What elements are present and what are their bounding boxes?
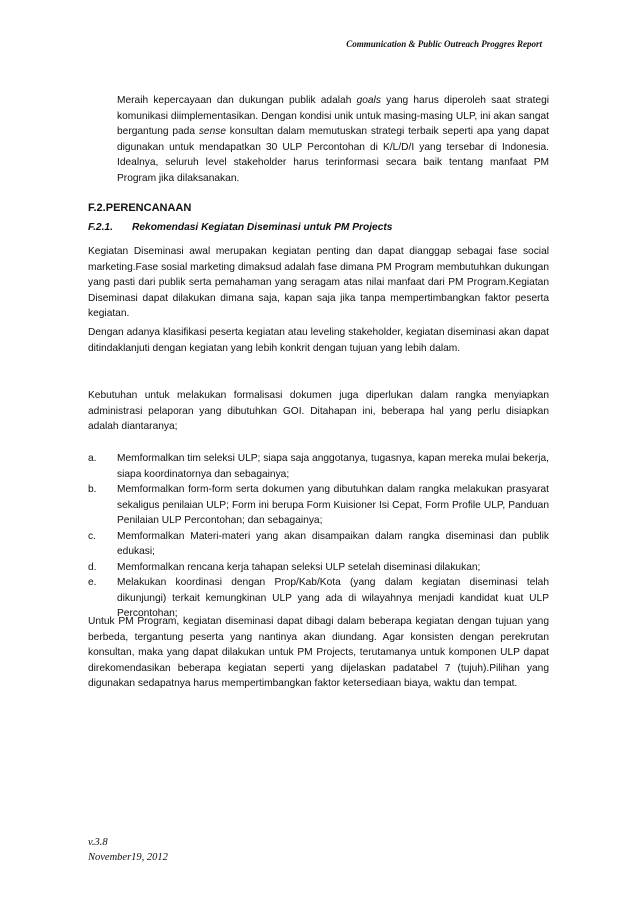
list-item-text: Melakukan koordinasi dengan Prop/Kab/Kota (yang dalam kegiatan diseminasi telah dikunjungi) terkait kemungkinan ULP yang ada di wilayahnya menjadi kandidat kuat ULP Percontohan;	[117, 577, 549, 619]
list-item-letter: e.	[88, 577, 97, 588]
paragraph-3: Kebutuhan untuk melakukan formalisasi dokumen juga diperlukan dalam rangka menyiapkan administrasi pelaporan yang dibutuhkan GOI. Ditahapan ini, beberapa hal yang perlu disiapkan adalah diantaranya;	[88, 390, 549, 432]
list-item-text: Memformalkan rencana kerja tahapan seleksi ULP setelah diseminasi dilakukan;	[117, 561, 481, 573]
requirements-list	[88, 451, 549, 622]
paragraph-2: Dengan adanya klasifikasi peserta kegiatan atau leveling stakeholder, kegiatan diseminasi akan dapat ditindaklanjuti dengan kegiatan yang lebih konkrit dengan tujuan yang lebih dalam.	[88, 327, 549, 354]
list-item	[88, 560, 549, 576]
list-item-text: Memformalkan Materi-materi yang akan disampaikan dalam rangka diseminasi dan publik edukasi;	[117, 530, 549, 557]
list-item	[88, 482, 549, 529]
subsection-number: F.2.1.	[88, 222, 113, 233]
intro-goals-term: goals	[356, 95, 381, 106]
list-item-letter: d.	[88, 561, 97, 573]
list-item-letter: c.	[88, 530, 96, 542]
footer-date: November19, 2012	[88, 852, 168, 863]
intro-text-start: Meraih kepercayaan dan dukungan publik adalah	[117, 95, 357, 106]
intro-paragraph	[117, 93, 549, 186]
intro-text-middle: yang harus diperoleh saat strategi komunikasi diimplementasikan. Dengan kondisi unik untuk masing-masing ULP, ini akan sangat bergantung pada	[117, 95, 550, 137]
page-header: Communication & Public Outreach Proggres Report	[346, 39, 542, 49]
list-item-text: Memformalkan tim seleksi ULP; siapa saja anggotanya, tugasnya, kapan mereka mulai bekerja, siapa koordinatornya dan sebagainya;	[117, 453, 549, 480]
list-item-letter: a.	[88, 453, 97, 464]
paragraph-4: Untuk PM Program, kegiatan diseminasi dapat dibagi dalam beberapa kegiatan dengan tujuan yang berbeda, tergantung peserta yang nantinya akan diundang. Agar konsisten dengan perekrutan konsultan, maka yang dapat dilakukan untuk PM Projects, terutamanya untuk komponen ULP dapat direkomendasikan beberapa kegiatan seperti yang dijelaskan padatabel 7 (tujuh).Pilihan yang digunakan sedapatnya harus mempertimbangkan faktor ketersediaan biaya, waktu dan tempat.	[88, 616, 549, 689]
subsection-heading	[88, 222, 392, 233]
intro-sense-term: sense	[198, 126, 226, 137]
footer-version: v.3.8	[88, 837, 108, 848]
subsection-title: Rekomendasi Kegiatan Diseminasi untuk PM Projects	[132, 222, 393, 233]
page-footer	[88, 835, 168, 865]
section-heading: F.2.PERENCANAAN	[88, 202, 192, 214]
list-item	[88, 529, 549, 560]
paragraph-1: Kegiatan Diseminasi awal merupakan kegiatan penting dan dapat dianggap sebagai fase social marketing.Fase sosial marketing dimaksud adalah fase dimana PM Program membutuhkan dukungan yang pasti dari publik serta pemahaman yang seragam atas nilai manfaat dari PM Program.Kegiatan Diseminasi dapat dilakukan dimana saja, kapan saja jika tanpa mempertimbangkan faktor peserta kegiatan.	[88, 246, 549, 319]
list-item-letter: b.	[88, 484, 97, 495]
list-item	[88, 451, 549, 482]
list-item-text: Memformalkan form-form serta dokumen yang dibutuhkan dalam rangka melakukan prasyarat sekaligus penilaian ULP; Form ini berupa Form Kuisioner Isi Cepat, Form Profile ULP, Panduan Penilaian ULP Percontohan; dan sebagainya;	[117, 484, 549, 526]
intro-text-end: konsultan dalam memutuskan strategi terbaik seperti apa yang dapat digunakan untuk mendapatkan 30 ULP Percontohan di K/L/D/I yang tersebar di Indonesia. Idealnya, seluruh level stakeholder harus terinformasi secara baik tentang manfaat PM Program jika dilaksanakan.	[117, 126, 550, 184]
